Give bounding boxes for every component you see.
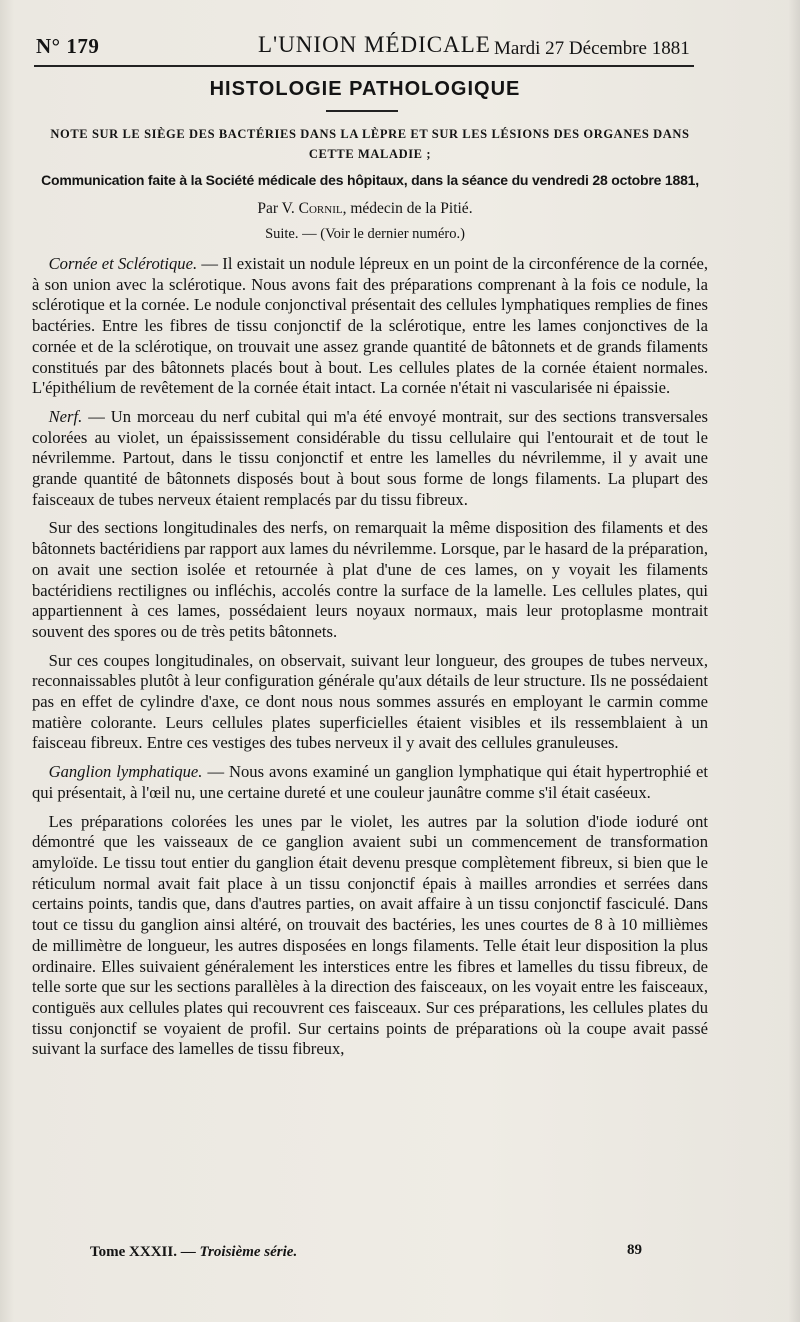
paragraph	[32, 651, 708, 755]
paragraph-text: Sur des sections longitudinales des nerfs, on remarquait la même disposition des filaments et des bâtonnets bactéridiens par rapport aux lames du névrilemme. Lorsque, par le hasard de la préparation, on avait une section isolée et retournée à plat d'une de ces lames, on y voyait les filaments bactéridiens rectilignes ou infléchis, accolés contre la surface de la lamelle. Les cellules plates, qui appartiennent à ces lames, possédaient leurs noyaux normaux, mais leur protoplasme montrait souvent des spores ou de très petits bâtonnets.	[32, 518, 708, 641]
paragraph	[32, 812, 708, 1060]
paragraph-lead: Cornée et Sclérotique.	[48, 254, 198, 273]
author-line	[0, 200, 730, 218]
paragraph-text: Les préparations colorées les unes par le violet, les autres par la solution d'iode ioduré ont démontré que les vaisseaux de ce ganglion avaient subi un commencement de transformation amyloïde. Le tissu tout entier du ganglion était devenu presque complètement fibreux, si bien que le réticulum normal avait fait place à un tissu conjonctif épais à mailles arrondies et serrées dans certains points, tandis que, dans d'autres parties, on avait affaire à un tissu conjonctif fasciculé. Dans tout ce tissu du ganglion ainsi altéré, on trouvait des bactéries, les unes courtes de 8 à 10 millièmes de millimètre de longueur, les autres disposées en longs filaments. Telle était leur disposition la plus ordinaire. Elles suivaient généralement les interstices entre les fibres et lamelles du tissu fibreux, de telle sorte que sur les sections parallèles à la direction des faisceaux, on les voyait entre les faisceaux, contiguës aux cellules plates qui recouvrent ces faisceaux. Sur ces préparations, les cellules plates du tissu conjonctif se voyaient de profil. Sur certains points de préparations où la coupe avait passé suivant la surface des lamelles de tissu fibreux,	[32, 811, 708, 1059]
issue-date: Mardi 27 Décembre 1881	[494, 38, 690, 59]
paragraph	[32, 518, 708, 642]
paragraph-lead: Nerf.	[48, 406, 83, 426]
author-name: Cornil	[298, 200, 343, 217]
page-number: 89	[627, 1242, 642, 1258]
volume-info: Tome XXXII. — Troisième série.	[90, 1244, 298, 1260]
series-label: Troisième série.	[199, 1244, 298, 1260]
author-suffix: , médecin de la Pitié.	[342, 200, 473, 217]
issue-number: N° 179	[36, 34, 100, 58]
paragraph-text: — Nous avons examiné un ganglion lymphatique qui était hypertrophié et qui présentait, à l'œil nu, une certaine dureté et une couleur jaunâtre comme s'il était caséeux.	[32, 762, 708, 802]
journal-title: L'UNION MÉDICALE	[258, 32, 491, 57]
paragraph	[32, 762, 708, 803]
header-rule	[34, 65, 694, 67]
article-title: NOTE SUR LE SIÈGE DES BACTÉRIES DANS LA LÈPRE ET SUR LES LÉSIONS DES ORGANES DANS CETTE MALADIE ;	[50, 127, 690, 161]
article-body	[32, 254, 708, 1068]
paragraph-text: — Il existait un nodule lépreux en un point de la circonférence de la cornée, à son union avec la sclérotique. Nous avons fait des préparations comprenant à la fois ce nodule, la sclérotique et la cornée. Le nodule conjonctival présentait des cellules lymphatiques remplies de fines bactéries. Entre les fibres de tissu conjonctif de la sclérotique, entre les lames conjonctives de la cornée et de la sclérotique, on trouvait une assez grande quantité de bâtonnets et de grands filaments constitués par des bâtonnets placés bout à bout. Les cellules plates de la cornée étaient normales. L'épithélium de revêtement de la cornée était intact. La cornée n'était ni vascularisée ni épaissie.	[32, 254, 709, 398]
author-prefix: Par V.	[257, 200, 295, 217]
paragraph-text: — Un morceau du nerf cubital qui m'a été envoyé montrait, sur des sections transversales colorées au violet, un épaississement considérable du tissu cellulaire qui l'entourait et de tout le névrilemme. Partout, dans le tissu conjonctif et entre les lamelles du névrilemme, il y avait une grande quantité de bâtonnets disposés bout à bout sous forme de longs filaments. La plupart des faisceaux de tubes nerveux étaient remplacés par du tissu fibreux.	[32, 406, 708, 509]
title-divider	[326, 110, 398, 112]
paragraph	[32, 254, 708, 399]
page-header	[34, 28, 714, 68]
continued-note: Suite. — (Voir le dernier numéro.)	[265, 226, 465, 242]
section-title: HISTOLOGIE PATHOLOGIQUE	[209, 78, 521, 100]
page-footer	[90, 1244, 650, 1266]
paragraph	[32, 407, 708, 511]
paragraph-lead: Ganglion lymphatique.	[48, 762, 203, 782]
communication-line: Communication faite à la Société médicale des hôpitaux, dans la séance du vendredi 28 octobre 1881,	[41, 172, 699, 188]
page-edge-shadow	[788, 0, 800, 1322]
tome-label: Tome XXXII.	[90, 1244, 177, 1260]
paragraph-text: Sur ces coupes longitudinales, on observait, suivant leur longueur, des groupes de tubes nerveux, reconnaissables plutôt à leur configuration générale qu'aux détails de leur structure. Ils ne possédaient pas en effet de cylindre d'axe, ce dont nous nous sommes assurés en employant le carmin comme matière colorante. Leurs cellules plates superficielles étaient visibles et ils ressemblaient à un faisceau fibreux. Entre ces vestiges des tubes nerveux il y avait des cellules granuleuses.	[32, 650, 708, 753]
